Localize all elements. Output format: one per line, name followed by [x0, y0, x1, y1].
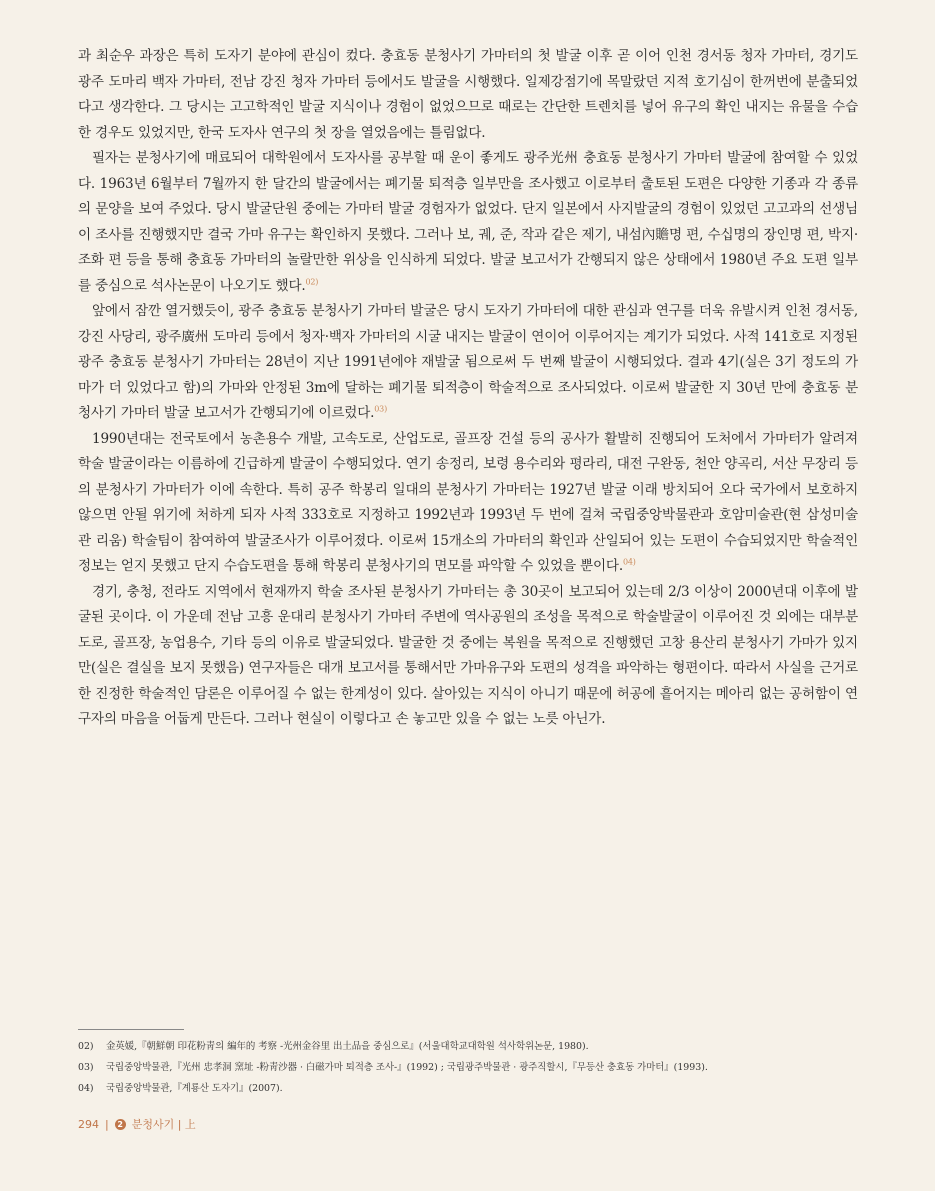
footnote-number: 04) [78, 1083, 94, 1094]
footnote-ref-02[interactable]: 02) [305, 276, 319, 286]
footnote-ref-04[interactable]: 04) [622, 557, 636, 567]
footnote-text: 국립중앙박물관,『계룡산 도자기』(2007). [106, 1083, 283, 1094]
paragraph-2 [78, 146, 858, 299]
page-number: 294 [78, 1117, 99, 1131]
footnote-04 [78, 1078, 858, 1099]
footnote-text: 金英媛,『朝鮮朝 印花粉靑의 編年的 考察 -光州金谷里 出土品을 중심으로』(서울대학교대학원 석사학위논문, 1980). [106, 1041, 589, 1052]
paragraph-5-text: 경기, 충청, 전라도 지역에서 현재까지 학술 조사된 분청사기 가마터는 총 30곳이 보고되어 있는데 2/3 이상이 2000년대 이후에 발굴된 곳이다. 이 가운데 전남 고흥 운대리 분청사기 가마터 주변에 역사공원의 조성을 목적으로 학술발굴이 이루어진 것 외에는 대부분 도로, 골프장, 농업용수, 기타 등의 이유로 발굴되었다. 발굴한 것 중에는 복원을 목적으로 진행했던 고창 용산리 분청사기 가마가 있지만(실은 결실을 보지 못했음) 연구자들은 대개 보고서를 통해서만 가마유구와 도편의 성격을 파악하는 형편이다. 따라서 사실을 근거로 한 진정한 학술적인 담론은 이루어질 수 없는 한계성이 있다. 살아있는 지식이 아니기 때문에 허공에 흩어지는 메아리 없는 공허함이 연구자의 마음을 어둡게 만든다. 그러나 현실이 이렇다고 손 놓고만 있을 수 없는 노릇 아닌가. [78, 583, 858, 727]
paragraph-1 [78, 44, 858, 146]
footnote-03 [78, 1057, 858, 1078]
page-footer [78, 1116, 196, 1132]
footnote-text: 국립중앙박물관,『光州 忠孝洞 窯址 -粉靑沙器 · 白磁가마 퇴적층 조사-』(1992) ; 국립광주박물관 · 광주직할시,『무등산 충효동 가마터』(1993). [106, 1062, 708, 1073]
footnote-02 [78, 1036, 858, 1057]
paragraph-1-text: 과 최순우 과장은 특히 도자기 분야에 관심이 컸다. 충효동 분청사기 가마터의 첫 발굴 이후 곧 이어 인천 경서동 청자 가마터, 경기도 광주 도마리 백자 가마터, 전남 강진 청자 가마터 등에서도 발굴을 시행했다. 일제강점기에 목말랐던 지적 호기심이 한꺼번에 분출되었다고 생각한다. 그 당시는 고고학적인 발굴 지식이나 경험이 없었으므로 때로는 간단한 트렌치를 넣어 유구의 확인 내지는 유물을 수습한 경우도 있었지만, 한국 도자사 연구의 첫 장을 열었음에는 틀림없다. [78, 48, 858, 141]
folio-separator: | [105, 1117, 109, 1131]
paragraph-5 [78, 580, 858, 733]
footnotes [78, 1029, 858, 1099]
paragraph-4-text: 1990년대는 전국토에서 농촌용수 개발, 고속도로, 산업도로, 골프장 건설 등의 공사가 활발히 진행되어 도처에서 가마터가 알려져 학술 발굴이라는 이름하에 긴급하게 발굴이 수행되었다. 연기 송정리, 보령 용수리와 평라리, 대전 구완동, 천안 양곡리, 서산 무장리 등의 분청사기 가마터가 이에 속한다. 특히 공주 학봉리 일대의 분청사기 가마터는 1927년 발굴 이래 방치되어 오다 국가에서 보호하지 않으면 안될 위기에 처하게 되자 사적 333호로 지정하고 1992년과 1993년 두 번에 걸쳐 국립중앙박물관과 호암미술관(현 삼성미술관 리움) 학술팀이 참여하여 발굴조사가 이루어졌다. 이로써 15개소의 가마터의 확인과 산일되어 있는 도편이 수습되었지만 학술적인 정보는 얻지 못했고 단지 수습도편을 통해 학봉리 분청사기의 면모를 파악할 수 있었을 뿐이다. [78, 430, 858, 574]
paragraph-4 [78, 427, 858, 580]
footnote-number: 03) [78, 1062, 94, 1073]
footnote-divider [78, 1029, 184, 1030]
paragraph-3-text: 앞에서 잠깐 열거했듯이, 광주 충효동 분청사기 가마터 발굴은 당시 도자기 가마터에 대한 관심과 연구를 더욱 유발시켜 인천 경서동, 강진 사당리, 광주廣州 도마리 등에서 청자·백자 가마터의 시굴 내지는 발굴이 연이어 이루어지는 계기가 되었다. 사적 141호로 지정된 광주 충효동 분청사기 가마터는 28년이 지난 1991년에야 재발굴 됨으로써 두 번째 발굴이 시행되었다. 결과 4기(실은 3기 정도의 가마가 더 있었다고 함)의 가마와 안정된 3m에 달하는 폐기물 퇴적층이 학술적으로 조사되었다. 이로써 발굴한 지 30년 만에 충효동 분청사기 가마터 발굴 보고서가 간행되기에 이르렀다. [78, 303, 858, 421]
paragraph-3 [78, 299, 858, 427]
chapter-number-badge: 2 [115, 1119, 126, 1130]
footnote-ref-03[interactable]: 03) [374, 404, 387, 414]
footnote-number: 02) [78, 1041, 94, 1052]
body-text [78, 44, 858, 733]
paragraph-2-text: 필자는 분청사기에 매료되어 대학원에서 도자사를 공부할 때 운이 좋게도 광주光州 충효동 분청사기 가마터 발굴에 참여할 수 있었다. 1963년 6월부터 7월까지 한 달간의 발굴에서는 폐기물 퇴적층 일부만을 조사했고 이로부터 출토된 도편은 다양한 기종과 각 종류의 문양을 보여 주었다. 당시 발굴단원 중에는 가마터 발굴 경험자가 없었다. 단지 일본에서 사지발굴의 경험이 있었던 고고과의 선생님이 조사를 진행했지만 결국 가마 유구는 확인하지 못했다. 그러나 보, 궤, 준, 작과 같은 제기, 내섬內贍명 편, 수십명의 장인명 편, 박지·조화 편 등을 통해 충효동 가마터의 놀랄만한 위상을 인식하게 되었다. 발굴 보고서가 간행되지 않은 상태에서 1980년 주요 도편 일부를 중심으로 석사논문이 나오기도 했다. [78, 150, 858, 294]
section-title: 분청사기 | 上 [131, 1118, 196, 1131]
